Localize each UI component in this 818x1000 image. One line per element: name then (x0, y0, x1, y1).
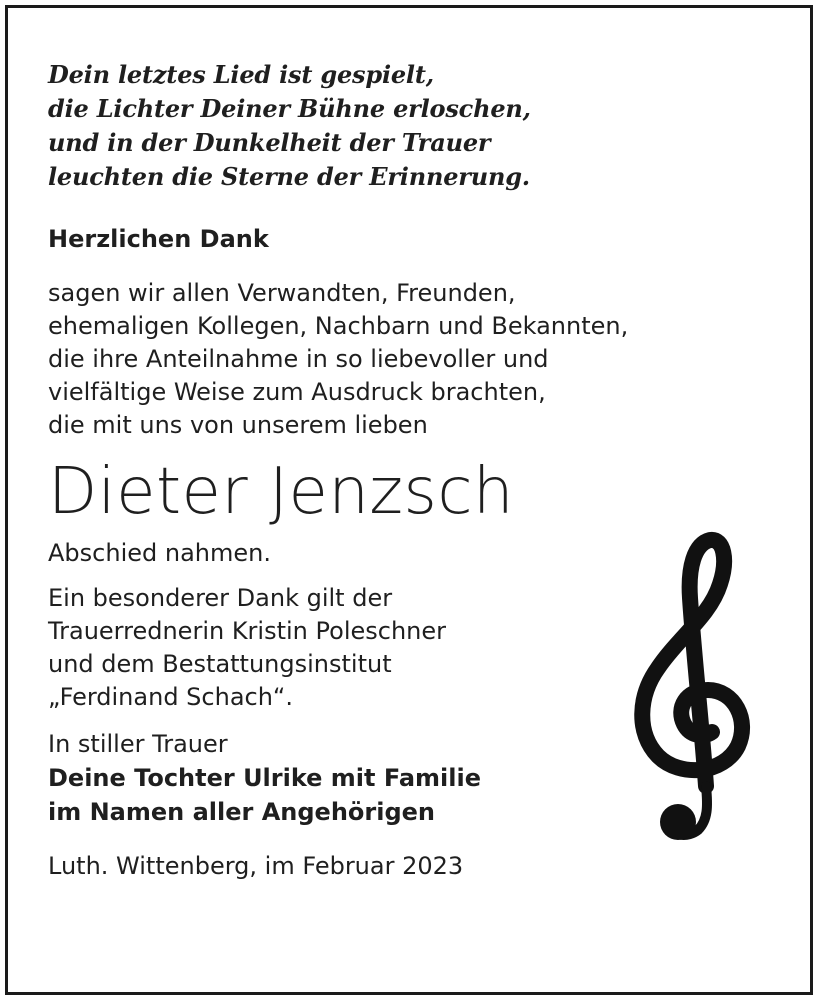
poem-line: Dein letztes Lied ist gespielt, (48, 60, 434, 89)
notice-frame (5, 5, 813, 995)
poem-line: und in der Dunkelheit der Trauer (48, 128, 491, 157)
thanks-line: sagen wir allen Verwandten, Freunden, (48, 279, 516, 307)
thanks-line: vielfältige Weise zum Ausdruck brachten, (48, 378, 546, 406)
poem-line: die Lichter Deiner Bühne erloschen, (48, 94, 531, 123)
special-thanks-line: Ein besonderer Dank gilt der (48, 584, 393, 612)
signer-line: im Namen aller Angehörigen (48, 798, 436, 826)
deceased-name: Dieter Jenzsch (48, 455, 515, 529)
poem-line: leuchten die Sterne der Erinnerung. (48, 162, 530, 191)
thanks-line: die ihre Anteilnahme in so liebevoller und (48, 345, 549, 373)
thanks-line: ehemaligen Kollegen, Nachbarn und Bekannten, (48, 312, 629, 340)
treble-clef-icon (628, 528, 758, 858)
special-thanks-line: und dem Bestattungsinstitut (48, 650, 392, 678)
special-thanks-line: „Ferdinand Schach“. (48, 683, 293, 711)
thanks-heading: Herzlichen Dank (48, 225, 269, 253)
signer-line: Deine Tochter Ulrike mit Familie (48, 764, 482, 792)
place-date: Luth. Wittenberg, im Februar 2023 (48, 852, 464, 880)
special-thanks-line: Trauerrednerin Kristin Poleschner (48, 617, 447, 645)
farewell-text: Abschied nahmen. (48, 539, 271, 567)
thanks-line: die mit uns von unserem lieben (48, 411, 428, 439)
poem (48, 58, 768, 194)
mourning-intro: In stiller Trauer (48, 730, 228, 758)
thanks-text (48, 277, 768, 442)
